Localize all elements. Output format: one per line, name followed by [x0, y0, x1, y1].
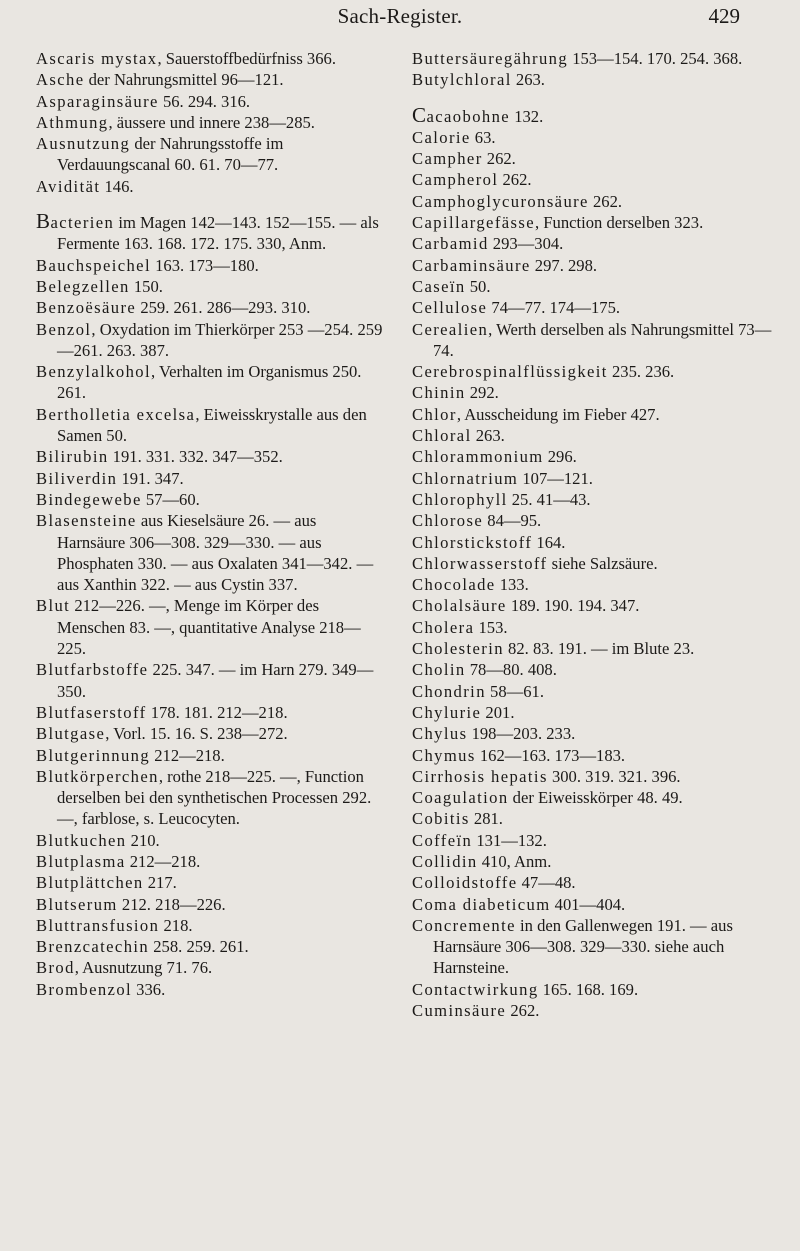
index-term: Bauchspeichel	[36, 255, 151, 275]
index-references: , Ausnutzung 71. 76.	[74, 958, 213, 978]
index-references: 225. 347. — im Harn 279. 349—350.	[57, 660, 374, 701]
index-references: in den Gallenwegen 191. — aus Harnsäure 306—308. 329—330. siehe auch Harnsteine.	[433, 915, 733, 978]
section-initial: B	[36, 209, 51, 234]
index-entry	[412, 787, 780, 808]
index-term: Chinin	[412, 383, 466, 403]
index-term: Blutfaserstoff	[36, 702, 147, 722]
index-references: im Magen 142—143. 152—155. — als Fermente 163. 168. 172. 175. 330, Anm.	[57, 213, 379, 254]
index-references: 212—218.	[150, 745, 225, 765]
index-entry	[412, 276, 780, 297]
index-entry	[412, 255, 780, 276]
index-entry	[412, 404, 780, 425]
index-term: Cholesterin	[412, 639, 504, 659]
index-references: , Ausscheidung im Fieber 427.	[456, 404, 660, 424]
index-references: , Oxydation im Thierkörper 253 —254. 259—261. 263. 387.	[57, 319, 383, 360]
index-entry	[412, 297, 780, 318]
index-references: 189. 190. 194. 347.	[506, 596, 640, 616]
index-references: 47—48.	[517, 873, 576, 893]
index-term: acaobohne	[426, 106, 511, 126]
index-term: Asparaginsäure	[36, 91, 159, 111]
index-entry	[412, 468, 780, 489]
index-references: 50.	[465, 276, 491, 296]
index-term: Buttersäuregährung	[412, 49, 569, 68]
section-initial: C	[412, 102, 427, 127]
index-term: Chocolade	[412, 575, 496, 595]
index-entry	[36, 915, 388, 936]
index-references: 217.	[143, 873, 177, 893]
index-entry	[36, 176, 388, 197]
index-term: Benzylalkohol	[36, 362, 151, 382]
index-references: 201.	[481, 702, 515, 722]
index-entry	[412, 382, 780, 403]
index-term: Bluttransfusion	[36, 915, 160, 935]
index-entry	[412, 745, 780, 766]
index-references: , Verhalten im Organismus 250. 261.	[57, 362, 362, 403]
index-entry	[36, 211, 388, 255]
index-term: Butylchloral	[412, 70, 512, 90]
index-term: Blutgerinnung	[36, 745, 151, 765]
index-term: Ausnutzung	[36, 134, 131, 154]
index-term: Chlor	[412, 404, 457, 424]
index-entry	[412, 425, 780, 446]
index-term: Belegzellen	[36, 276, 130, 296]
index-term: Cholalsäure	[412, 596, 507, 616]
index-references: 235. 236.	[607, 362, 675, 382]
index-references: 212. 218—226.	[117, 894, 226, 914]
index-entry	[412, 148, 780, 169]
index-term: Blutfarbstoffe	[36, 660, 149, 680]
index-entry	[412, 191, 780, 212]
index-references: aus Kieselsäure 26. — aus Harnsäure 306—308. 329—330. — aus Phosphaten 330. — aus Oxalaten 341—342. — aus Xanthin 322. — aus Cystin 337.	[57, 511, 374, 595]
index-references: , Eiweisskrystalle aus den Samen 50.	[57, 404, 367, 446]
index-references: 262.	[506, 1001, 540, 1021]
index-references: 212—218.	[125, 851, 201, 871]
index-entry	[36, 659, 388, 702]
index-entry	[36, 361, 388, 404]
index-references: 25. 41—43.	[507, 489, 591, 509]
index-term: Brenzcatechin	[36, 937, 150, 957]
index-term: Cholera	[412, 617, 475, 637]
index-entry	[412, 851, 780, 872]
index-term: Bertholletia excelsa	[36, 404, 196, 424]
index-term: Avidität	[36, 176, 101, 196]
index-entry	[36, 255, 388, 276]
index-references: 163. 173—180.	[150, 255, 259, 275]
index-term: Chlorose	[412, 511, 484, 531]
index-entry	[412, 659, 780, 680]
index-entry	[412, 766, 780, 787]
index-term: Bindegewebe	[36, 489, 142, 509]
index-entry	[412, 723, 780, 744]
index-term: Bilirubin	[36, 447, 109, 467]
index-references: 84—95.	[483, 511, 542, 531]
index-term: Athmung	[36, 112, 109, 132]
index-entry	[36, 936, 388, 957]
index-entry	[412, 979, 780, 1000]
index-references: 132.	[510, 106, 544, 126]
index-entry	[412, 915, 780, 979]
index-entry	[412, 489, 780, 510]
index-term: Chlorophyll	[412, 489, 508, 509]
index-references: 78—80. 408.	[465, 660, 557, 680]
index-entry	[412, 510, 780, 531]
index-term: Cobitis	[412, 809, 470, 829]
right-column	[412, 48, 780, 1021]
index-term: Concremente	[412, 915, 516, 935]
index-references: , rothe 218—225. —, Function derselben bei den synthetischen Processen 292. —, farblose, s. Leucocyten.	[57, 766, 372, 829]
index-references: der Nahrungsstoffe im Verdauungscanal 60. 61. 70—77.	[57, 134, 284, 175]
page-number: 429	[708, 4, 740, 28]
index-entry	[412, 169, 780, 190]
index-term: Cuminsäure	[412, 1001, 507, 1021]
index-references: , Sauerstoffbedürfniss 366.	[157, 49, 336, 68]
index-term: Benzoësäure	[36, 298, 137, 318]
index-term: Caseïn	[412, 276, 466, 296]
index-term: Chymus	[412, 745, 476, 765]
index-entry	[412, 872, 780, 893]
index-entry	[36, 702, 388, 723]
index-entry	[36, 851, 388, 872]
index-term: Blutplättchen	[36, 873, 144, 893]
index-term: Chlorstickstoff	[412, 532, 533, 552]
index-references: 153.	[474, 617, 508, 637]
index-references: der Nahrungsmittel 96—121.	[84, 70, 284, 90]
index-entry	[36, 766, 388, 830]
index-references: 131—132.	[472, 830, 547, 850]
index-references: 263.	[471, 426, 505, 446]
index-references: 296.	[543, 447, 577, 467]
index-references: 292.	[465, 383, 499, 403]
index-entry	[36, 894, 388, 915]
index-entry	[36, 319, 388, 362]
index-entry	[412, 894, 780, 915]
index-term: Blutkuchen	[36, 830, 127, 850]
index-references: 162—163. 173—183.	[475, 745, 626, 765]
index-references: 281.	[469, 809, 503, 829]
index-term: Cholin	[412, 660, 466, 680]
index-term: Chondrin	[412, 681, 486, 701]
index-entry	[36, 276, 388, 297]
index-term: Coagulation	[412, 788, 509, 808]
index-entry	[412, 574, 780, 595]
index-entry	[36, 489, 388, 510]
index-term: Collidin	[412, 851, 478, 871]
index-entry	[412, 127, 780, 148]
index-entry	[412, 617, 780, 638]
index-references: 212—226. —, Menge im Körper des Menschen 83. —, quantitative Analyse 218—225.	[57, 596, 361, 659]
index-term: Chlornatrium	[412, 468, 519, 488]
running-head	[0, 4, 800, 30]
index-entry	[412, 69, 780, 90]
index-references: 146.	[100, 176, 134, 196]
index-entry	[412, 830, 780, 851]
index-term: Coma diabeticum	[412, 894, 551, 914]
index-term: Chylurie	[412, 702, 482, 722]
index-term: Ascaris mystax	[36, 49, 158, 68]
index-references: 74—77. 174—175.	[487, 298, 621, 318]
index-entry	[36, 957, 388, 978]
index-term: Calorie	[412, 127, 471, 147]
index-term: Coffeïn	[412, 830, 473, 850]
index-references: 191. 347.	[117, 468, 184, 488]
index-references: 133.	[495, 575, 529, 595]
index-term: acterien	[50, 213, 115, 233]
index-entry	[412, 48, 780, 69]
index-entry	[36, 48, 388, 69]
index-term: Campherol	[412, 170, 499, 190]
index-references: 262.	[482, 149, 516, 169]
index-references: 210.	[126, 830, 160, 850]
index-entry	[412, 233, 780, 254]
index-references: 150.	[129, 276, 163, 296]
index-term: Asche	[36, 70, 85, 90]
index-entry	[36, 69, 388, 90]
index-term: Cellulose	[412, 298, 488, 318]
index-references: 263.	[511, 70, 545, 90]
index-references: 107—121.	[518, 468, 593, 488]
index-references: 164.	[532, 532, 566, 552]
index-entry	[412, 553, 780, 574]
index-entry	[412, 446, 780, 467]
index-entry	[412, 702, 780, 723]
index-entry	[36, 468, 388, 489]
index-term: Cerebrospinalflüssigkeit	[412, 362, 608, 382]
index-references: , Function derselben 323.	[535, 213, 704, 233]
index-references: 297. 298.	[530, 255, 598, 275]
index-entry	[36, 446, 388, 467]
index-references: 82. 83. 191. — im Blute 23.	[503, 639, 695, 659]
index-references: 258. 259. 261.	[149, 937, 249, 957]
index-entry	[412, 638, 780, 659]
index-term: Brombenzol	[36, 979, 133, 999]
index-references: , äussere und innere 238—285.	[108, 112, 315, 132]
index-references: 178. 181. 212—218.	[146, 702, 288, 722]
index-term: Blutkörperchen	[36, 766, 159, 786]
index-references: 198—203. 233.	[467, 724, 576, 744]
index-entry	[412, 532, 780, 553]
index-term: Contactwirkung	[412, 979, 539, 999]
index-references: 165. 168. 169.	[538, 979, 639, 999]
index-entry	[412, 1000, 780, 1021]
index-term: Chylus	[412, 724, 468, 744]
index-entry	[36, 404, 388, 447]
index-term: Blasensteine	[36, 511, 137, 531]
index-entry	[36, 830, 388, 851]
index-references: 259. 261. 286—293. 310.	[136, 298, 311, 318]
index-entry	[36, 297, 388, 318]
index-term: Carbaminsäure	[412, 255, 531, 275]
index-entry	[36, 133, 388, 176]
index-term: Blutgase	[36, 724, 106, 744]
index-references: 56. 294. 316.	[158, 91, 251, 111]
index-term: Cirrhosis hepatis	[412, 766, 548, 786]
index-term: Capillargefässe	[412, 213, 535, 233]
index-references: 401—404.	[550, 894, 626, 914]
left-column	[36, 48, 388, 1000]
index-entry	[412, 102, 780, 127]
index-references: , Werth derselben als Nahrungsmittel 73—74.	[433, 319, 772, 360]
index-entry	[36, 979, 388, 1000]
index-term: Blutplasma	[36, 851, 126, 871]
index-references: 218.	[159, 915, 193, 935]
index-references: 262.	[498, 170, 532, 190]
index-references: siehe Salzsäure.	[547, 553, 658, 573]
index-entry	[36, 723, 388, 744]
index-references: 153—154. 170. 254. 368.	[568, 49, 743, 68]
index-references: , Vorl. 15. 16. S. 238—272.	[105, 724, 288, 744]
index-term: Blutserum	[36, 894, 118, 914]
index-entry	[412, 319, 780, 362]
index-references: 336.	[132, 979, 166, 999]
index-term: Benzol	[36, 319, 92, 339]
index-entry	[412, 361, 780, 382]
index-term: Chlorammonium	[412, 447, 544, 467]
index-term: Carbamid	[412, 234, 489, 254]
index-entry	[36, 872, 388, 893]
page-title: Sach-Register.	[337, 4, 463, 28]
index-entry	[36, 595, 388, 659]
index-entry	[412, 595, 780, 616]
index-entry	[36, 510, 388, 595]
index-references: 262.	[588, 191, 623, 211]
index-references: 63.	[470, 127, 496, 147]
index-term: Chlorwasserstoff	[412, 553, 548, 573]
index-entry	[412, 212, 780, 233]
index-references: 57—60.	[141, 489, 200, 509]
index-entry	[412, 808, 780, 829]
index-entry	[412, 681, 780, 702]
index-term: Cerealien	[412, 319, 489, 339]
index-term: Colloidstoffe	[412, 873, 518, 893]
index-entry	[36, 91, 388, 112]
index-references: der Eiweisskörper 48. 49.	[508, 788, 683, 808]
index-references: 300. 319. 321. 396.	[547, 766, 681, 786]
index-term: Blut	[36, 596, 71, 616]
index-term: Campher	[412, 149, 483, 169]
index-references: 410, Anm.	[477, 851, 552, 871]
index-references: 58—61.	[485, 681, 544, 701]
index-term: Camphoglycuronsäure	[412, 191, 589, 211]
index-term: Brod	[36, 958, 75, 978]
index-term: Chloral	[412, 426, 472, 446]
index-references: 293—304.	[488, 234, 564, 254]
index-references: 191. 331. 332. 347—352.	[108, 447, 283, 467]
index-entry	[36, 745, 388, 766]
index-term: Biliverdin	[36, 468, 118, 488]
index-entry	[36, 112, 388, 133]
